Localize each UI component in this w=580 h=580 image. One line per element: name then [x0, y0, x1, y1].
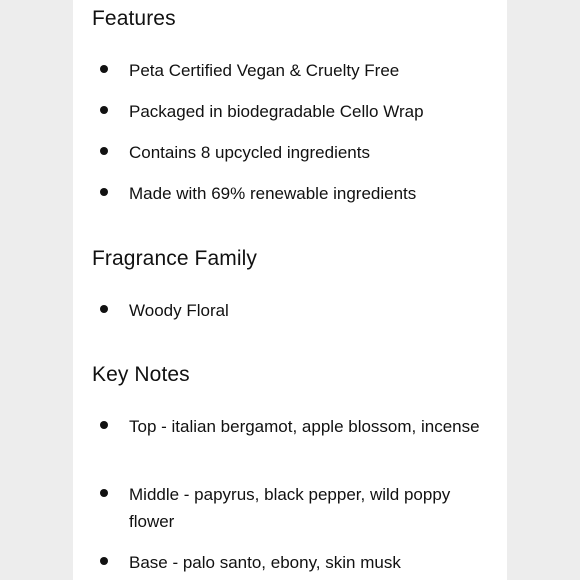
- list-item-text: Contains 8 upcycled ingredients: [129, 143, 370, 162]
- bullet-icon: [100, 188, 108, 196]
- features-heading: Features: [92, 7, 176, 30]
- list-item-text: Made with 69% renewable ingredients: [129, 184, 417, 203]
- list-item-text: Woody Floral: [129, 301, 229, 320]
- bullet-icon: [100, 557, 108, 565]
- bullet-icon: [100, 489, 108, 497]
- product-details-content: [73, 0, 507, 580]
- list-item-text: Packaged in biodegradable Cello Wrap: [129, 102, 424, 121]
- bullet-icon: [100, 106, 108, 114]
- bullet-icon: [100, 421, 108, 429]
- list-item-text: Middle - papyrus, black pepper, wild poppy flower: [129, 485, 451, 531]
- list-item-text: Top - italian bergamot, apple blossom, incense: [129, 417, 480, 436]
- list-item-text: Peta Certified Vegan & Cruelty Free: [129, 61, 400, 80]
- bullet-icon: [100, 147, 108, 155]
- key-notes-heading: Key Notes: [92, 363, 190, 386]
- bullet-icon: [100, 305, 108, 313]
- bullet-icon: [100, 65, 108, 73]
- product-details-panel: [73, 0, 507, 580]
- fragrance-family-heading: Fragrance Family: [92, 247, 257, 270]
- list-item-text: Base - palo santo, ebony, skin musk: [129, 553, 401, 572]
